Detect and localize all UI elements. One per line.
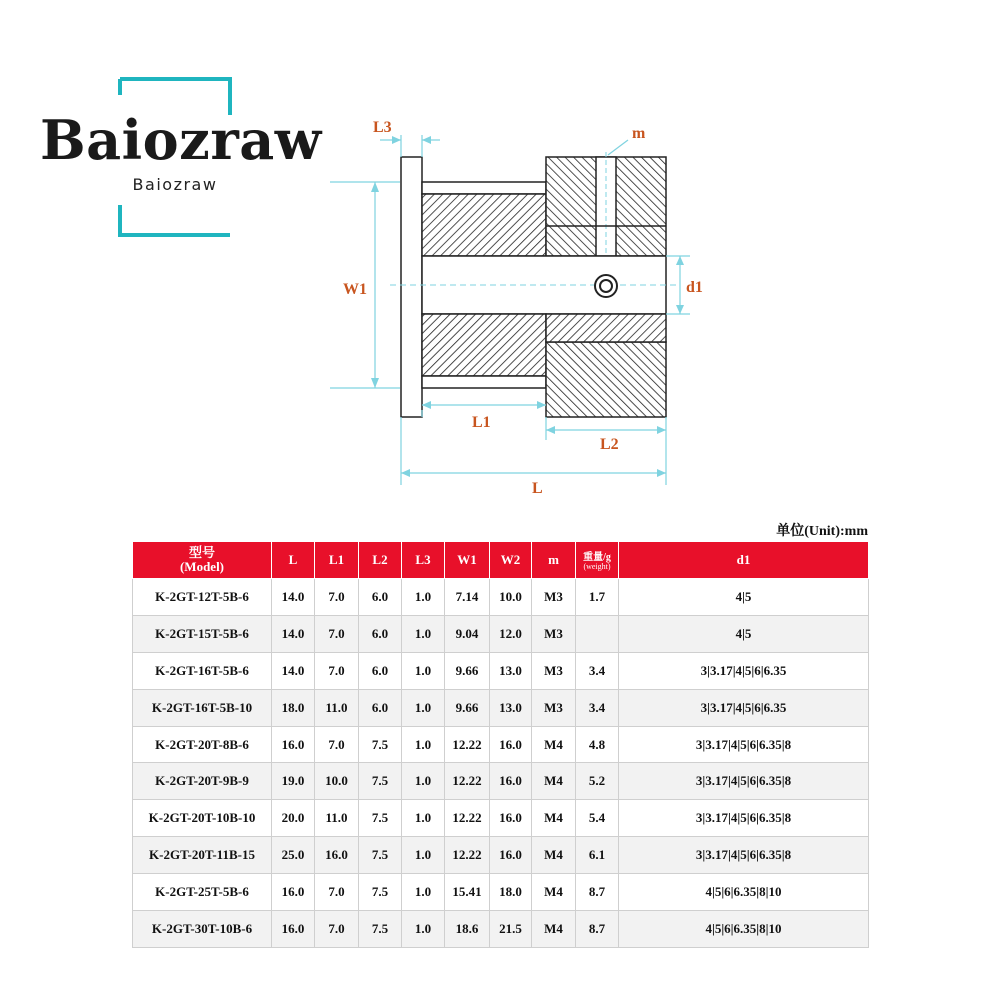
cell-L2: 7.5 <box>359 837 402 874</box>
cell-L1: 7.0 <box>315 652 359 689</box>
header-weight-en: (weight) <box>583 562 611 572</box>
cell-weight: 3.4 <box>576 689 619 726</box>
header-L: L <box>272 542 315 579</box>
label-L2: L2 <box>600 436 619 453</box>
cell-W1: 15.41 <box>445 874 490 911</box>
label-L: L <box>532 480 543 497</box>
header-model-cn: 型号 <box>188 545 215 561</box>
label-W1: W1 <box>343 281 367 298</box>
cell-L3: 1.0 <box>402 763 445 800</box>
cell-W1: 12.22 <box>445 763 490 800</box>
lower-body-hatch <box>422 314 546 376</box>
cell-L2: 6.0 <box>359 615 402 652</box>
header-W1: W1 <box>445 542 490 579</box>
cell-m: M4 <box>532 726 576 763</box>
cell-L3: 1.0 <box>402 689 445 726</box>
cell-W2: 16.0 <box>490 800 532 837</box>
cell-L3: 1.0 <box>402 726 445 763</box>
label-m: m <box>632 125 646 142</box>
cell-L: 19.0 <box>272 763 315 800</box>
spec-table-body <box>133 579 869 948</box>
logo-brand-name: Baiozraw <box>40 108 322 172</box>
header-L1: L1 <box>315 542 359 579</box>
cell-L3: 1.0 <box>402 800 445 837</box>
cell-weight: 8.7 <box>576 911 619 948</box>
cell-L2: 7.5 <box>359 726 402 763</box>
cell-W2: 13.0 <box>490 652 532 689</box>
cell-L2: 6.0 <box>359 689 402 726</box>
cell-W2: 16.0 <box>490 763 532 800</box>
header-L2: L2 <box>359 542 402 579</box>
cell-L: 14.0 <box>272 579 315 616</box>
cell-L2: 7.5 <box>359 911 402 948</box>
table-row <box>133 689 869 726</box>
cell-L2: 6.0 <box>359 652 402 689</box>
cell-L3: 1.0 <box>402 615 445 652</box>
cell-W1: 12.22 <box>445 726 490 763</box>
hub-lower-hatch <box>546 342 666 417</box>
cell-model: K-2GT-20T-9B-9 <box>133 763 272 800</box>
cell-L: 25.0 <box>272 837 315 874</box>
set-screw-circle-inner <box>600 280 612 292</box>
cell-W1: 9.66 <box>445 652 490 689</box>
cell-W2: 10.0 <box>490 579 532 616</box>
table-row <box>133 726 869 763</box>
cell-W2: 16.0 <box>490 837 532 874</box>
header-weight <box>576 542 619 579</box>
table-row <box>133 763 869 800</box>
cell-model: K-2GT-20T-10B-10 <box>133 800 272 837</box>
cell-model: K-2GT-20T-8B-6 <box>133 726 272 763</box>
cell-d1: 4|5|6|6.35|8|10 <box>619 911 869 948</box>
cell-weight: 3.4 <box>576 652 619 689</box>
cell-W2: 18.0 <box>490 874 532 911</box>
cell-L1: 7.0 <box>315 874 359 911</box>
cell-L2: 7.5 <box>359 763 402 800</box>
table-row <box>133 911 869 948</box>
cell-m: M3 <box>532 652 576 689</box>
cell-L1: 10.0 <box>315 763 359 800</box>
cell-weight <box>576 615 619 652</box>
cell-L: 16.0 <box>272 911 315 948</box>
cell-weight: 5.4 <box>576 800 619 837</box>
cell-d1: 3|3.17|4|5|6|6.35|8 <box>619 800 869 837</box>
cell-model: K-2GT-20T-11B-15 <box>133 837 272 874</box>
cell-L1: 11.0 <box>315 800 359 837</box>
cell-W1: 9.66 <box>445 689 490 726</box>
cell-d1: 4|5|6|6.35|8|10 <box>619 874 869 911</box>
cell-W1: 7.14 <box>445 579 490 616</box>
table-row <box>133 615 869 652</box>
top-tooth-outline <box>422 182 546 194</box>
cell-d1: 4|5 <box>619 615 869 652</box>
table-row <box>133 652 869 689</box>
cell-L1: 7.0 <box>315 726 359 763</box>
cell-m: M3 <box>532 615 576 652</box>
cell-W1: 18.6 <box>445 911 490 948</box>
cell-L2: 7.5 <box>359 874 402 911</box>
cell-W2: 13.0 <box>490 689 532 726</box>
table-row <box>133 837 869 874</box>
table-row <box>133 874 869 911</box>
cell-L2: 7.5 <box>359 800 402 837</box>
cell-m: M4 <box>532 911 576 948</box>
header-weight-cn: 重量/g <box>583 551 611 563</box>
cell-m: M4 <box>532 837 576 874</box>
header-model-en: (Model) <box>179 559 225 574</box>
flange-outline <box>401 157 422 417</box>
cell-L: 16.0 <box>272 874 315 911</box>
cell-d1: 4|5 <box>619 579 869 616</box>
table-header-row <box>133 542 869 579</box>
upper-body-hatch <box>422 194 546 256</box>
label-L3: L3 <box>373 119 392 136</box>
cell-weight: 4.8 <box>576 726 619 763</box>
cell-d1: 3|3.17|4|5|6|6.35 <box>619 689 869 726</box>
cell-W1: 9.04 <box>445 615 490 652</box>
cell-L1: 11.0 <box>315 689 359 726</box>
cell-m: M3 <box>532 579 576 616</box>
table-row <box>133 579 869 616</box>
cell-model: K-2GT-25T-5B-6 <box>133 874 272 911</box>
hub-lower-step-hatch <box>546 314 666 342</box>
cell-d1: 3|3.17|4|5|6|6.35|8 <box>619 837 869 874</box>
cell-model: K-2GT-16T-5B-6 <box>133 652 272 689</box>
cell-model: K-2GT-12T-5B-6 <box>133 579 272 616</box>
cell-W2: 12.0 <box>490 615 532 652</box>
cell-m: M3 <box>532 689 576 726</box>
cell-L3: 1.0 <box>402 911 445 948</box>
logo-brand-subtitle: Baiozraw <box>132 175 218 194</box>
header-model <box>133 542 272 579</box>
cell-L3: 1.0 <box>402 837 445 874</box>
label-d1: d1 <box>686 279 703 296</box>
cell-L: 14.0 <box>272 615 315 652</box>
cell-L3: 1.0 <box>402 579 445 616</box>
cell-m: M4 <box>532 874 576 911</box>
cell-W1: 12.22 <box>445 837 490 874</box>
cell-m: M4 <box>532 763 576 800</box>
cell-L: 20.0 <box>272 800 315 837</box>
cell-W2: 16.0 <box>490 726 532 763</box>
cell-L2: 6.0 <box>359 579 402 616</box>
spec-table <box>132 541 869 948</box>
cell-d1: 3|3.17|4|5|6|6.35|8 <box>619 763 869 800</box>
cell-d1: 3|3.17|4|5|6|6.35|8 <box>619 726 869 763</box>
header-m: m <box>532 542 576 579</box>
header-W2: W2 <box>490 542 532 579</box>
cell-model: K-2GT-30T-10B-6 <box>133 911 272 948</box>
cell-weight: 1.7 <box>576 579 619 616</box>
cell-d1: 3|3.17|4|5|6|6.35 <box>619 652 869 689</box>
cell-weight: 5.2 <box>576 763 619 800</box>
cell-L1: 7.0 <box>315 911 359 948</box>
cell-L1: 16.0 <box>315 837 359 874</box>
bottom-tooth-outline <box>422 376 546 388</box>
header-d1: d1 <box>619 542 869 579</box>
cell-L3: 1.0 <box>402 874 445 911</box>
cell-L: 14.0 <box>272 652 315 689</box>
header-L3: L3 <box>402 542 445 579</box>
cell-m: M4 <box>532 800 576 837</box>
cell-L1: 7.0 <box>315 615 359 652</box>
cell-L: 18.0 <box>272 689 315 726</box>
cell-L: 16.0 <box>272 726 315 763</box>
cell-L3: 1.0 <box>402 652 445 689</box>
cell-W1: 12.22 <box>445 800 490 837</box>
label-L1: L1 <box>472 414 491 431</box>
cell-weight: 8.7 <box>576 874 619 911</box>
cell-model: K-2GT-16T-5B-10 <box>133 689 272 726</box>
unit-label: 单位(Unit):mm <box>776 524 868 539</box>
table-row <box>133 800 869 837</box>
cell-L1: 7.0 <box>315 579 359 616</box>
cell-model: K-2GT-15T-5B-6 <box>133 615 272 652</box>
cell-W2: 21.5 <box>490 911 532 948</box>
cell-weight: 6.1 <box>576 837 619 874</box>
